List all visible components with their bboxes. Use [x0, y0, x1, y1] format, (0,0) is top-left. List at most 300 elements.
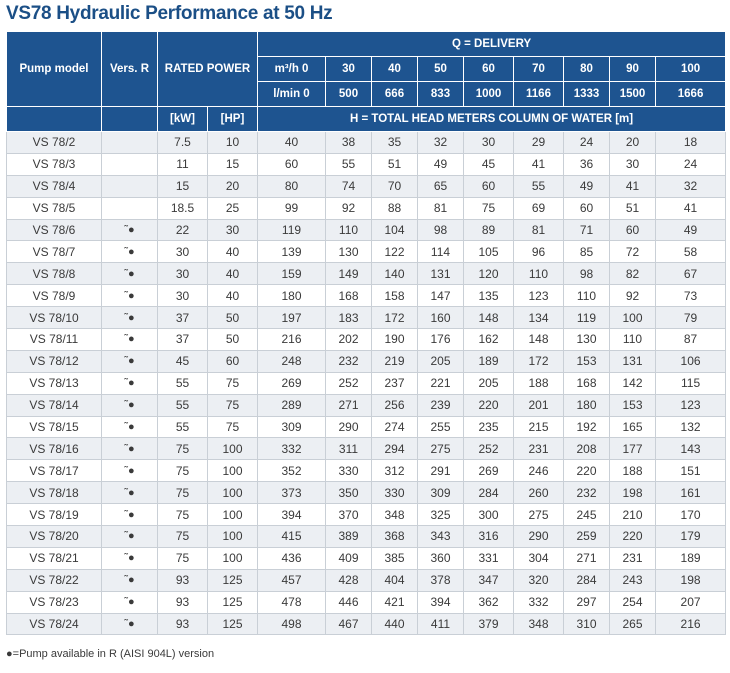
head-cell: 284 — [564, 569, 610, 591]
head-cell: 89 — [464, 219, 514, 241]
head-cell: 290 — [514, 526, 564, 548]
head-cell: 350 — [326, 482, 372, 504]
kw-unit-header: [kW] — [158, 107, 208, 132]
head-cell: 114 — [418, 241, 464, 263]
model-cell: VS 78/3 — [7, 153, 102, 175]
head-cell: 24 — [564, 132, 610, 154]
head-cell: 245 — [564, 504, 610, 526]
kw-cell: 75 — [158, 547, 208, 569]
model-cell: VS 78/11 — [7, 329, 102, 351]
flow-m3h-label: m³/h 0 — [258, 57, 326, 82]
head-cell: 275 — [514, 504, 564, 526]
table-row — [7, 241, 726, 263]
head-cell: 165 — [610, 416, 656, 438]
head-cell: 219 — [372, 350, 418, 372]
head-cell: 180 — [258, 285, 326, 307]
vers-r-cell — [102, 153, 158, 175]
head-cell: 316 — [464, 526, 514, 548]
head-cell: 290 — [326, 416, 372, 438]
head-cell: 368 — [372, 526, 418, 548]
model-cell: VS 78/9 — [7, 285, 102, 307]
head-cell: 24 — [656, 153, 726, 175]
head-cell: 183 — [326, 307, 372, 329]
head-cell: 30 — [464, 132, 514, 154]
head-cell: 148 — [514, 329, 564, 351]
hp-cell: 100 — [208, 438, 258, 460]
table-row — [7, 547, 726, 569]
head-cell: 255 — [418, 416, 464, 438]
vers-r-cell: ˜● — [102, 547, 158, 569]
head-cell: 148 — [464, 307, 514, 329]
head-cell: 51 — [372, 153, 418, 175]
head-cell: 160 — [418, 307, 464, 329]
model-cell: VS 78/21 — [7, 547, 102, 569]
head-cell: 143 — [656, 438, 726, 460]
flow-lmin-cell: 1166 — [514, 82, 564, 107]
table-row — [7, 350, 726, 372]
head-cell: 205 — [418, 350, 464, 372]
vers-r-cell: ˜● — [102, 241, 158, 263]
head-cell: 168 — [326, 285, 372, 307]
head-cell: 134 — [514, 307, 564, 329]
kw-cell: 15 — [158, 175, 208, 197]
head-cell: 297 — [564, 591, 610, 613]
head-cell: 348 — [372, 504, 418, 526]
kw-cell: 75 — [158, 482, 208, 504]
hp-cell: 75 — [208, 394, 258, 416]
head-cell: 220 — [610, 526, 656, 548]
table-row — [7, 482, 726, 504]
head-cell: 325 — [418, 504, 464, 526]
head-cell: 172 — [514, 350, 564, 372]
head-cell: 271 — [564, 547, 610, 569]
head-cell: 274 — [372, 416, 418, 438]
head-cell: 252 — [464, 438, 514, 460]
kw-cell: 55 — [158, 416, 208, 438]
head-cell: 330 — [372, 482, 418, 504]
head-cell: 311 — [326, 438, 372, 460]
model-cell: VS 78/23 — [7, 591, 102, 613]
head-cell: 207 — [656, 591, 726, 613]
head-cell: 176 — [418, 329, 464, 351]
head-cell: 60 — [464, 175, 514, 197]
head-cell: 394 — [418, 591, 464, 613]
head-cell: 436 — [258, 547, 326, 569]
head-cell: 58 — [656, 241, 726, 263]
head-cell: 99 — [258, 197, 326, 219]
head-cell: 123 — [514, 285, 564, 307]
head-cell: 18 — [656, 132, 726, 154]
head-cell: 235 — [464, 416, 514, 438]
vers-r-cell: ˜● — [102, 394, 158, 416]
head-cell: 81 — [514, 219, 564, 241]
table-body — [7, 132, 726, 635]
head-cell: 428 — [326, 569, 372, 591]
hp-cell: 50 — [208, 307, 258, 329]
hp-cell: 75 — [208, 416, 258, 438]
head-cell: 69 — [514, 197, 564, 219]
model-cell: VS 78/14 — [7, 394, 102, 416]
flow-m3h-cell: 90 — [610, 57, 656, 82]
model-cell: VS 78/15 — [7, 416, 102, 438]
head-cell: 320 — [514, 569, 564, 591]
head-cell: 394 — [258, 504, 326, 526]
head-cell: 275 — [418, 438, 464, 460]
page-title: VS78 Hydraulic Performance at 50 Hz — [6, 3, 333, 24]
model-cell: VS 78/17 — [7, 460, 102, 482]
head-cell: 81 — [418, 197, 464, 219]
hp-cell: 50 — [208, 329, 258, 351]
head-cell: 467 — [326, 613, 372, 635]
table-row — [7, 438, 726, 460]
head-cell: 189 — [464, 350, 514, 372]
vers-r-header: Vers. R — [102, 32, 158, 107]
head-cell: 352 — [258, 460, 326, 482]
head-cell: 243 — [610, 569, 656, 591]
hp-cell: 40 — [208, 263, 258, 285]
flow-lmin-label: l/min 0 — [258, 82, 326, 107]
kw-cell: 55 — [158, 372, 208, 394]
head-cell: 331 — [464, 547, 514, 569]
table-row — [7, 285, 726, 307]
vers-r-cell: ˜● — [102, 591, 158, 613]
table-header — [7, 32, 726, 132]
head-cell: 110 — [564, 285, 610, 307]
kw-cell: 45 — [158, 350, 208, 372]
head-cell: 80 — [258, 175, 326, 197]
model-cell: VS 78/6 — [7, 219, 102, 241]
head-cell: 347 — [464, 569, 514, 591]
hp-cell: 100 — [208, 504, 258, 526]
kw-cell: 7.5 — [158, 132, 208, 154]
head-cell: 254 — [610, 591, 656, 613]
head-cell: 130 — [326, 241, 372, 263]
vers-r-cell: ˜● — [102, 504, 158, 526]
head-cell: 220 — [564, 460, 610, 482]
head-cell: 149 — [326, 263, 372, 285]
table-row — [7, 569, 726, 591]
hp-cell: 15 — [208, 153, 258, 175]
head-cell: 29 — [514, 132, 564, 154]
vers-r-cell: ˜● — [102, 263, 158, 285]
head-cell: 32 — [656, 175, 726, 197]
head-cell: 70 — [372, 175, 418, 197]
head-cell: 131 — [610, 350, 656, 372]
head-cell: 41 — [656, 197, 726, 219]
head-cell: 32 — [418, 132, 464, 154]
table-row — [7, 132, 726, 154]
kw-cell: 37 — [158, 307, 208, 329]
model-cell: VS 78/22 — [7, 569, 102, 591]
head-cell: 216 — [258, 329, 326, 351]
head-cell: 153 — [564, 350, 610, 372]
head-cell: 115 — [656, 372, 726, 394]
head-cell: 256 — [372, 394, 418, 416]
head-cell: 202 — [326, 329, 372, 351]
head-cell: 220 — [464, 394, 514, 416]
vers-r-cell: ˜● — [102, 416, 158, 438]
head-cell: 72 — [610, 241, 656, 263]
vers-r-cell: ˜● — [102, 482, 158, 504]
head-cell: 49 — [418, 153, 464, 175]
head-cell: 110 — [326, 219, 372, 241]
table-row — [7, 219, 726, 241]
head-cell: 312 — [372, 460, 418, 482]
hp-cell: 125 — [208, 569, 258, 591]
head-cell: 188 — [610, 460, 656, 482]
head-cell: 122 — [372, 241, 418, 263]
table-row — [7, 263, 726, 285]
head-cell: 142 — [610, 372, 656, 394]
head-cell: 168 — [564, 372, 610, 394]
head-cell: 60 — [258, 153, 326, 175]
model-cell: VS 78/10 — [7, 307, 102, 329]
table-row — [7, 175, 726, 197]
table-row — [7, 591, 726, 613]
flow-lmin-cell: 1500 — [610, 82, 656, 107]
head-cell: 415 — [258, 526, 326, 548]
vers-r-cell: ˜● — [102, 285, 158, 307]
model-cell: VS 78/18 — [7, 482, 102, 504]
head-cell: 38 — [326, 132, 372, 154]
head-cell: 85 — [564, 241, 610, 263]
hp-cell: 20 — [208, 175, 258, 197]
flow-m3h-cell: 40 — [372, 57, 418, 82]
head-cell: 370 — [326, 504, 372, 526]
kw-cell: 11 — [158, 153, 208, 175]
head-cell: 421 — [372, 591, 418, 613]
head-cell: 197 — [258, 307, 326, 329]
head-cell: 411 — [418, 613, 464, 635]
head-cell: 237 — [372, 372, 418, 394]
vers-r-cell: ˜● — [102, 329, 158, 351]
vers-r-cell: ˜● — [102, 613, 158, 635]
head-cell: 60 — [564, 197, 610, 219]
kw-cell: 75 — [158, 438, 208, 460]
head-cell: 45 — [464, 153, 514, 175]
head-cell: 67 — [656, 263, 726, 285]
head-cell: 205 — [464, 372, 514, 394]
model-cell: VS 78/12 — [7, 350, 102, 372]
head-cell: 330 — [326, 460, 372, 482]
head-cell: 478 — [258, 591, 326, 613]
kw-cell: 30 — [158, 241, 208, 263]
table-row — [7, 307, 726, 329]
head-cell: 119 — [258, 219, 326, 241]
head-cell: 271 — [326, 394, 372, 416]
hp-cell: 100 — [208, 460, 258, 482]
head-cell: 73 — [656, 285, 726, 307]
head-cell: 188 — [514, 372, 564, 394]
head-cell: 190 — [372, 329, 418, 351]
head-cell: 110 — [610, 329, 656, 351]
head-cell: 153 — [610, 394, 656, 416]
head-cell: 92 — [610, 285, 656, 307]
head-cell: 55 — [326, 153, 372, 175]
head-cell: 373 — [258, 482, 326, 504]
head-cell: 294 — [372, 438, 418, 460]
hp-unit-header: [HP] — [208, 107, 258, 132]
head-cell: 208 — [564, 438, 610, 460]
head-cell: 385 — [372, 547, 418, 569]
model-cell: VS 78/20 — [7, 526, 102, 548]
head-cell: 131 — [418, 263, 464, 285]
units-row — [7, 107, 726, 132]
head-cell: 172 — [372, 307, 418, 329]
head-cell: 100 — [610, 307, 656, 329]
head-cell: 348 — [514, 613, 564, 635]
table-row — [7, 526, 726, 548]
q-delivery-header: Q = DELIVERY — [258, 32, 726, 57]
flow-m3h-cell: 100 — [656, 57, 726, 82]
model-cell: VS 78/13 — [7, 372, 102, 394]
vers-r-cell — [102, 197, 158, 219]
head-cell: 147 — [418, 285, 464, 307]
kw-cell: 37 — [158, 329, 208, 351]
head-cell: 20 — [610, 132, 656, 154]
vers-r-cell: ˜● — [102, 526, 158, 548]
head-cell: 404 — [372, 569, 418, 591]
head-cell: 49 — [564, 175, 610, 197]
table-row — [7, 197, 726, 219]
flow-lmin-cell: 1333 — [564, 82, 610, 107]
head-cell: 135 — [464, 285, 514, 307]
table-row — [7, 153, 726, 175]
flow-m3h-cell: 30 — [326, 57, 372, 82]
flow-m3h-cell: 50 — [418, 57, 464, 82]
head-cell: 291 — [418, 460, 464, 482]
head-cell: 75 — [464, 197, 514, 219]
head-cell: 252 — [326, 372, 372, 394]
hp-cell: 100 — [208, 526, 258, 548]
head-cell: 221 — [418, 372, 464, 394]
head-cell: 132 — [656, 416, 726, 438]
vers-r-cell: ˜● — [102, 569, 158, 591]
model-cell: VS 78/7 — [7, 241, 102, 263]
head-label-header: H = TOTAL HEAD METERS COLUMN OF WATER [m] — [258, 107, 726, 132]
head-cell: 96 — [514, 241, 564, 263]
kw-cell: 30 — [158, 263, 208, 285]
kw-cell: 30 — [158, 285, 208, 307]
vers-r-cell: ˜● — [102, 372, 158, 394]
head-cell: 120 — [464, 263, 514, 285]
head-cell: 177 — [610, 438, 656, 460]
vers-r-cell: ˜● — [102, 219, 158, 241]
head-cell: 30 — [610, 153, 656, 175]
hp-cell: 40 — [208, 285, 258, 307]
kw-cell: 75 — [158, 504, 208, 526]
head-cell: 40 — [258, 132, 326, 154]
head-cell: 248 — [258, 350, 326, 372]
head-cell: 98 — [418, 219, 464, 241]
head-cell: 179 — [656, 526, 726, 548]
hp-cell: 125 — [208, 613, 258, 635]
head-cell: 106 — [656, 350, 726, 372]
head-cell: 55 — [514, 175, 564, 197]
table-row — [7, 394, 726, 416]
head-cell: 88 — [372, 197, 418, 219]
vers-r-cell: ˜● — [102, 350, 158, 372]
head-cell: 151 — [656, 460, 726, 482]
table-row — [7, 504, 726, 526]
head-cell: 309 — [258, 416, 326, 438]
head-cell: 180 — [564, 394, 610, 416]
head-cell: 140 — [372, 263, 418, 285]
model-cell: VS 78/24 — [7, 613, 102, 635]
kw-cell: 93 — [158, 591, 208, 613]
head-cell: 289 — [258, 394, 326, 416]
head-cell: 51 — [610, 197, 656, 219]
head-cell: 409 — [326, 547, 372, 569]
head-cell: 259 — [564, 526, 610, 548]
head-cell: 457 — [258, 569, 326, 591]
flow-m3h-cell: 60 — [464, 57, 514, 82]
flow-m3h-cell: 70 — [514, 57, 564, 82]
kw-cell: 18.5 — [158, 197, 208, 219]
vers-r-cell: ˜● — [102, 460, 158, 482]
head-cell: 41 — [514, 153, 564, 175]
head-cell: 161 — [656, 482, 726, 504]
table-row — [7, 329, 726, 351]
head-cell: 246 — [514, 460, 564, 482]
head-cell: 260 — [514, 482, 564, 504]
head-cell: 360 — [418, 547, 464, 569]
vers-r-cell — [102, 175, 158, 197]
head-cell: 74 — [326, 175, 372, 197]
head-cell: 304 — [514, 547, 564, 569]
hp-cell: 30 — [208, 219, 258, 241]
head-cell: 498 — [258, 613, 326, 635]
head-cell: 440 — [372, 613, 418, 635]
head-cell: 215 — [514, 416, 564, 438]
hp-cell: 60 — [208, 350, 258, 372]
head-cell: 65 — [418, 175, 464, 197]
head-cell: 87 — [656, 329, 726, 351]
head-cell: 110 — [514, 263, 564, 285]
flow-lmin-cell: 1666 — [656, 82, 726, 107]
model-cell: VS 78/8 — [7, 263, 102, 285]
head-cell: 389 — [326, 526, 372, 548]
head-cell: 139 — [258, 241, 326, 263]
kw-cell: 93 — [158, 569, 208, 591]
head-cell: 36 — [564, 153, 610, 175]
head-cell: 332 — [258, 438, 326, 460]
head-cell: 92 — [326, 197, 372, 219]
head-cell: 170 — [656, 504, 726, 526]
head-cell: 362 — [464, 591, 514, 613]
head-cell: 269 — [258, 372, 326, 394]
head-cell: 198 — [656, 569, 726, 591]
vers-r-cell — [102, 132, 158, 154]
hp-cell: 100 — [208, 547, 258, 569]
flow-m3h-cell: 80 — [564, 57, 610, 82]
head-cell: 231 — [610, 547, 656, 569]
head-cell: 310 — [564, 613, 610, 635]
head-cell: 35 — [372, 132, 418, 154]
hp-cell: 10 — [208, 132, 258, 154]
head-cell: 104 — [372, 219, 418, 241]
blank-header-cell — [102, 107, 158, 132]
flow-lmin-cell: 500 — [326, 82, 372, 107]
head-cell: 71 — [564, 219, 610, 241]
head-cell: 343 — [418, 526, 464, 548]
head-cell: 232 — [564, 482, 610, 504]
head-cell: 119 — [564, 307, 610, 329]
head-cell: 123 — [656, 394, 726, 416]
vers-r-cell: ˜● — [102, 307, 158, 329]
head-cell: 309 — [418, 482, 464, 504]
hp-cell: 100 — [208, 482, 258, 504]
